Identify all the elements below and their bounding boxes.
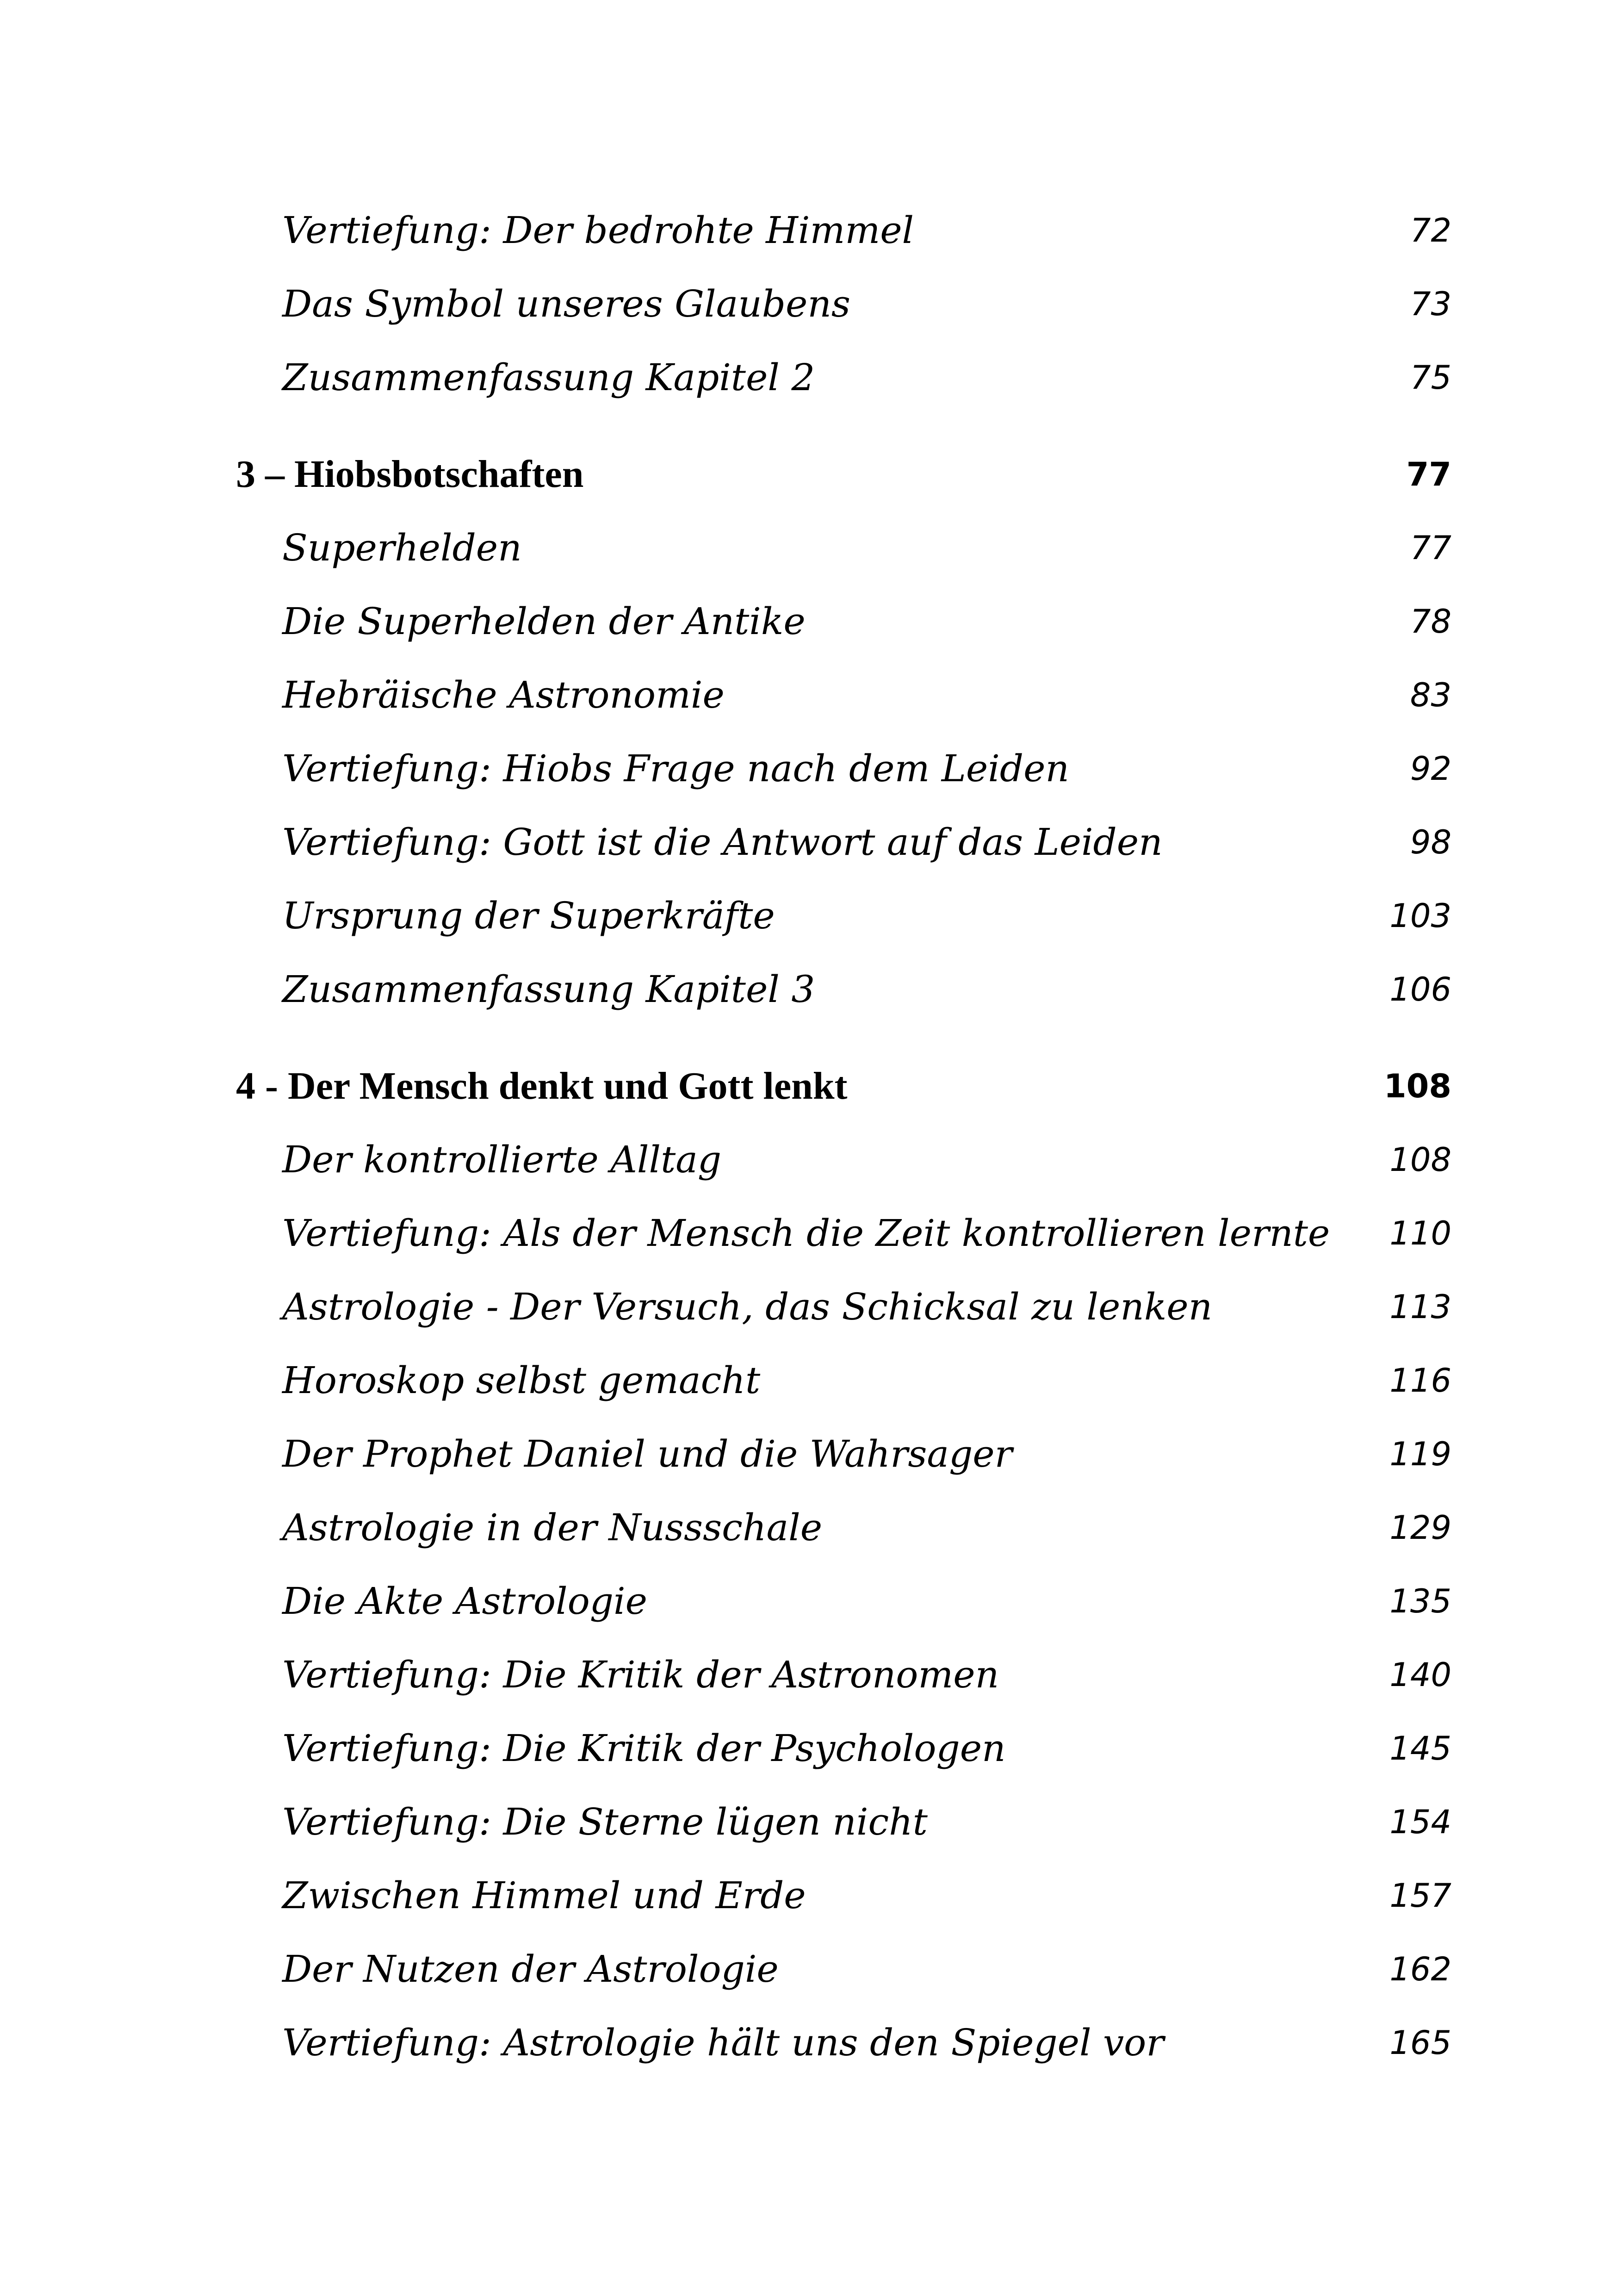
toc-entry-title: Astrologie in der Nussschale <box>282 1506 823 1549</box>
toc-entry-sub <box>0 1493 1618 1562</box>
toc-chapter-heading <box>0 1052 1618 1121</box>
toc-entry-page: 103 <box>1389 897 1451 935</box>
toc-entry-page: 165 <box>1389 2024 1451 2062</box>
toc-entry-sub <box>0 269 1618 339</box>
toc-entry-title: Der Nutzen der Astrologie <box>282 1948 779 1991</box>
toc-entry-title: Hebräische Astronomie <box>282 673 725 716</box>
toc-entry-page: 113 <box>1389 1288 1451 1326</box>
toc-entry-page: 116 <box>1389 1362 1451 1400</box>
toc-entry-page: 98 <box>1410 823 1451 861</box>
toc-entry-sub <box>0 808 1618 877</box>
toc-entry-sub <box>0 881 1618 951</box>
toc-entry-title: Vertiefung: Die Kritik der Psychologen <box>282 1727 1006 1770</box>
toc-chapter-heading <box>0 440 1618 509</box>
toc-entry-title: Vertiefung: Als der Mensch die Zeit kontrollieren lernte <box>282 1212 1330 1255</box>
toc-entry-page: 108 <box>1389 1141 1451 1179</box>
toc-entry-sub <box>0 1567 1618 1636</box>
toc-entry-sub <box>0 343 1618 412</box>
toc-entry-sub <box>0 1935 1618 2004</box>
toc-entry-title: Die Superhelden der Antike <box>282 600 806 643</box>
toc-entry-page: 162 <box>1389 1950 1451 1988</box>
toc-entry-title: Vertiefung: Der bedrohte Himmel <box>282 209 914 252</box>
toc-entry-sub <box>0 1787 1618 1857</box>
toc-entry-title: Zwischen Himmel und Erde <box>282 1874 806 1917</box>
toc-entry-title: Das Symbol unseres Glaubens <box>282 282 850 325</box>
toc-entry-page: 140 <box>1389 1656 1451 1694</box>
toc-entry-title: Superhelden <box>282 526 522 569</box>
toc-entry-sub <box>0 513 1618 583</box>
toc-entry-page: 154 <box>1389 1803 1451 1841</box>
toc-entry-sub <box>0 1861 1618 1930</box>
toc-entry-page: 119 <box>1389 1435 1451 1473</box>
toc-entry-title: Vertiefung: Hiobs Frage nach dem Leiden <box>282 747 1069 790</box>
toc-entry-page: 145 <box>1389 1730 1451 1767</box>
toc-entry-sub <box>0 587 1618 656</box>
toc-entry-page: 106 <box>1389 971 1451 1008</box>
toc-entry-page: 157 <box>1389 1877 1451 1915</box>
toc-entry-title: Horoskop selbst gemacht <box>282 1359 761 1402</box>
toc-entry-sub <box>0 196 1618 265</box>
chapter-page: 108 <box>1383 1067 1451 1105</box>
toc-entry-page: 78 <box>1410 603 1451 641</box>
toc-entry-title: Vertiefung: Gott ist die Antwort auf das Leiden <box>282 821 1163 864</box>
toc-entry-title: Der Prophet Daniel und die Wahrsager <box>282 1432 1012 1475</box>
toc-entry-sub <box>0 660 1618 730</box>
toc-entry-title: Vertiefung: Die Sterne lügen nicht <box>282 1800 928 1843</box>
chapter-title: 3 – Hiobsbotschaften <box>236 453 584 496</box>
toc-entry-title: Die Akte Astrologie <box>282 1580 647 1623</box>
toc-entry-title: Zusammenfassung Kapitel 2 <box>282 356 815 399</box>
toc-entry-page: 135 <box>1389 1582 1451 1620</box>
toc-entry-sub <box>0 2008 1618 2078</box>
toc-entry-sub <box>0 1125 1618 1195</box>
toc-entry-sub <box>0 1640 1618 1710</box>
toc-entry-sub <box>0 1272 1618 1342</box>
chapter-page: 77 <box>1406 455 1451 493</box>
chapter-title: 4 - Der Mensch denkt und Gott lenkt <box>236 1064 848 1108</box>
toc-entry-sub <box>0 1714 1618 1783</box>
toc-entry-sub <box>0 734 1618 803</box>
toc-entry-title: Vertiefung: Die Kritik der Astronomen <box>282 1653 999 1696</box>
toc-entry-page: 92 <box>1410 750 1451 788</box>
toc-entry-title: Der kontrollierte Alltag <box>282 1138 722 1181</box>
toc-entry-page: 75 <box>1410 359 1451 397</box>
toc-entry-sub <box>0 1419 1618 1489</box>
toc-entry-page: 110 <box>1389 1214 1451 1252</box>
toc-entry-page: 72 <box>1410 212 1451 249</box>
toc-entry-page: 77 <box>1410 529 1451 567</box>
toc-entry-page: 73 <box>1410 285 1451 323</box>
toc-entry-sub <box>0 1346 1618 1415</box>
toc-entry-page: 83 <box>1410 676 1451 714</box>
toc-entry-title: Astrologie - Der Versuch, das Schicksal zu lenken <box>282 1285 1213 1328</box>
toc-entry-sub <box>0 1199 1618 1268</box>
toc-entry-title: Ursprung der Superkräfte <box>282 894 775 937</box>
toc-entry-title: Vertiefung: Astrologie hält uns den Spiegel vor <box>282 2021 1164 2064</box>
toc-entry-page: 129 <box>1389 1509 1451 1547</box>
toc-entry-title: Zusammenfassung Kapitel 3 <box>282 968 815 1011</box>
toc-entry-sub <box>0 955 1618 1024</box>
